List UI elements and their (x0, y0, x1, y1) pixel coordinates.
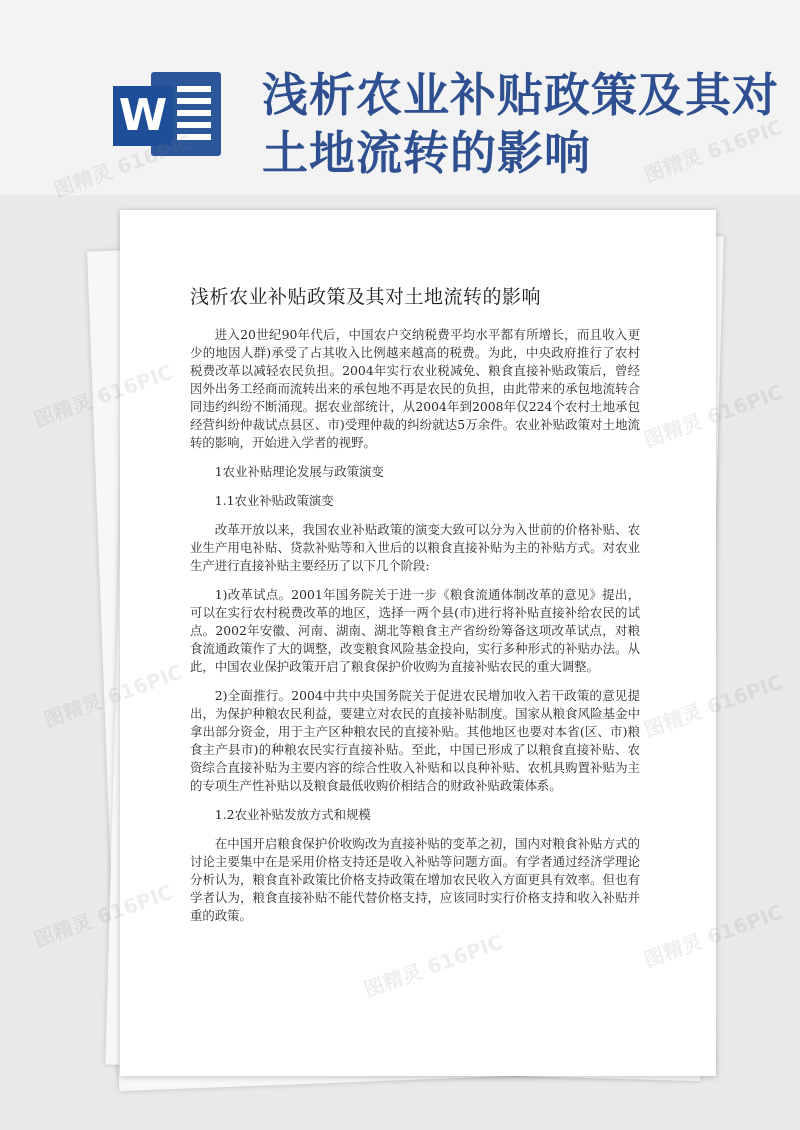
watermark: 616PIC (703, 899, 786, 950)
watermark: 图精灵 (40, 688, 106, 733)
watermark: 图精灵 (30, 388, 96, 433)
document-body (190, 326, 640, 936)
banner-title: 浅析农业补贴政策及其对土地流转的影响 (262, 68, 779, 180)
paragraph-full-rollout: 2)全面推行。2004中共中央国务院关于促进农民增加收入若干政策的意见提出，为保护种粮农民利益，要建立对农民的直接补贴制度。国家从粮食风险基金中拿出部分资金，用于主产区种粮农民的直接补贴。其他地区也要对本省(区、市)粮食主产县市)的种粮农民实行直接补贴。至此，中国已形成了以粮食直接补贴、农资综合直接补贴为主要内容的综合性收入补贴和以良种补贴、农机具购置补贴为主的专项生产性补贴以及粮食最低收购价相结合的财政补贴政策体系。 (190, 688, 640, 793)
document-title: 浅析农业补贴政策及其对土地流转的影响 (190, 286, 542, 308)
subsection-heading-1-1: 1.1农业补贴政策演变 (214, 493, 334, 508)
paragraph-subsidy-methods: 在中国开启粮食保护价收购改为直接补贴的变革之初，国内对粮食补贴方式的讨论主要集中在是采用价格支持还是收入补贴等问题方面。有学者通过经济学理论分析认为，粮食直补政策比价格支持政策在增加农民收入方面更具有效率。但也有学者认为，粮食直接补贴不能代替价格支持，应该同时实行价格支持和收入补贴并重的政策。 (190, 836, 640, 923)
watermark: 616PIC (703, 379, 786, 430)
top-banner (0, 0, 800, 195)
word-document-icon (113, 72, 223, 156)
watermark: 图精灵 616PIC (30, 879, 176, 953)
document-page (120, 210, 716, 1076)
paragraph-intro: 进入20世纪90年代后，中国农户交纳税费平均水平都有所增长，而且收入更少的地因人群)承受了占其收入比例越来越高的税费。为此，中央政府推行了农村税费改革以减轻农民负担。2004年实行农业税减免、粮食直接补贴政策后，曾经因外出务工经商而流转出来的承包地不再是农民的负担，由此带来的承包地流转合同违约纠纷不断涌现。据农业部统计，从2004年到2008年仅224个农村土地承包经营纠纷仲裁试点县区、市)受理仲裁的纠纷就达5万余件。农业补贴政策对土地流转的影响，开始进入学者的视野。 (190, 327, 640, 450)
section-heading-1: 1农业补贴理论发展与政策演变 (214, 464, 384, 479)
paragraph-policy-evolution: 改革开放以来，我国农业补贴政策的演变大致可以分为入世前的价格补贴、农业生产用电补贴、贷款补贴等和入世后的以粮食直接补贴为主的补贴方式。对农业生产进行直接补贴主要经历了以下几个阶段: (190, 522, 640, 573)
paragraph-reform-pilot: 1)改革试点。2001年国务院关于进一步《粮食流通体制改革的意见》提出，可以在实行农村税费改革的地区，选择一两个县(市)进行将补贴直接补给农民的试点。2002年安徽、河南、湖南、湖北等粮食主产省纷纷筹备这项改革试点，对粮食流通政策作了大的调整，改变粮食风险基金投向，实行多种形式的补贴办法。从此，中国农业保护政策开启了粮食保护价收购为直接补贴农民的重大调整。 (190, 587, 640, 674)
watermark: 616PIC (703, 669, 786, 720)
subsection-heading-1-2: 1.2农业补贴发放方式和规模 (214, 807, 371, 822)
word-logo-letter: W (113, 86, 173, 146)
